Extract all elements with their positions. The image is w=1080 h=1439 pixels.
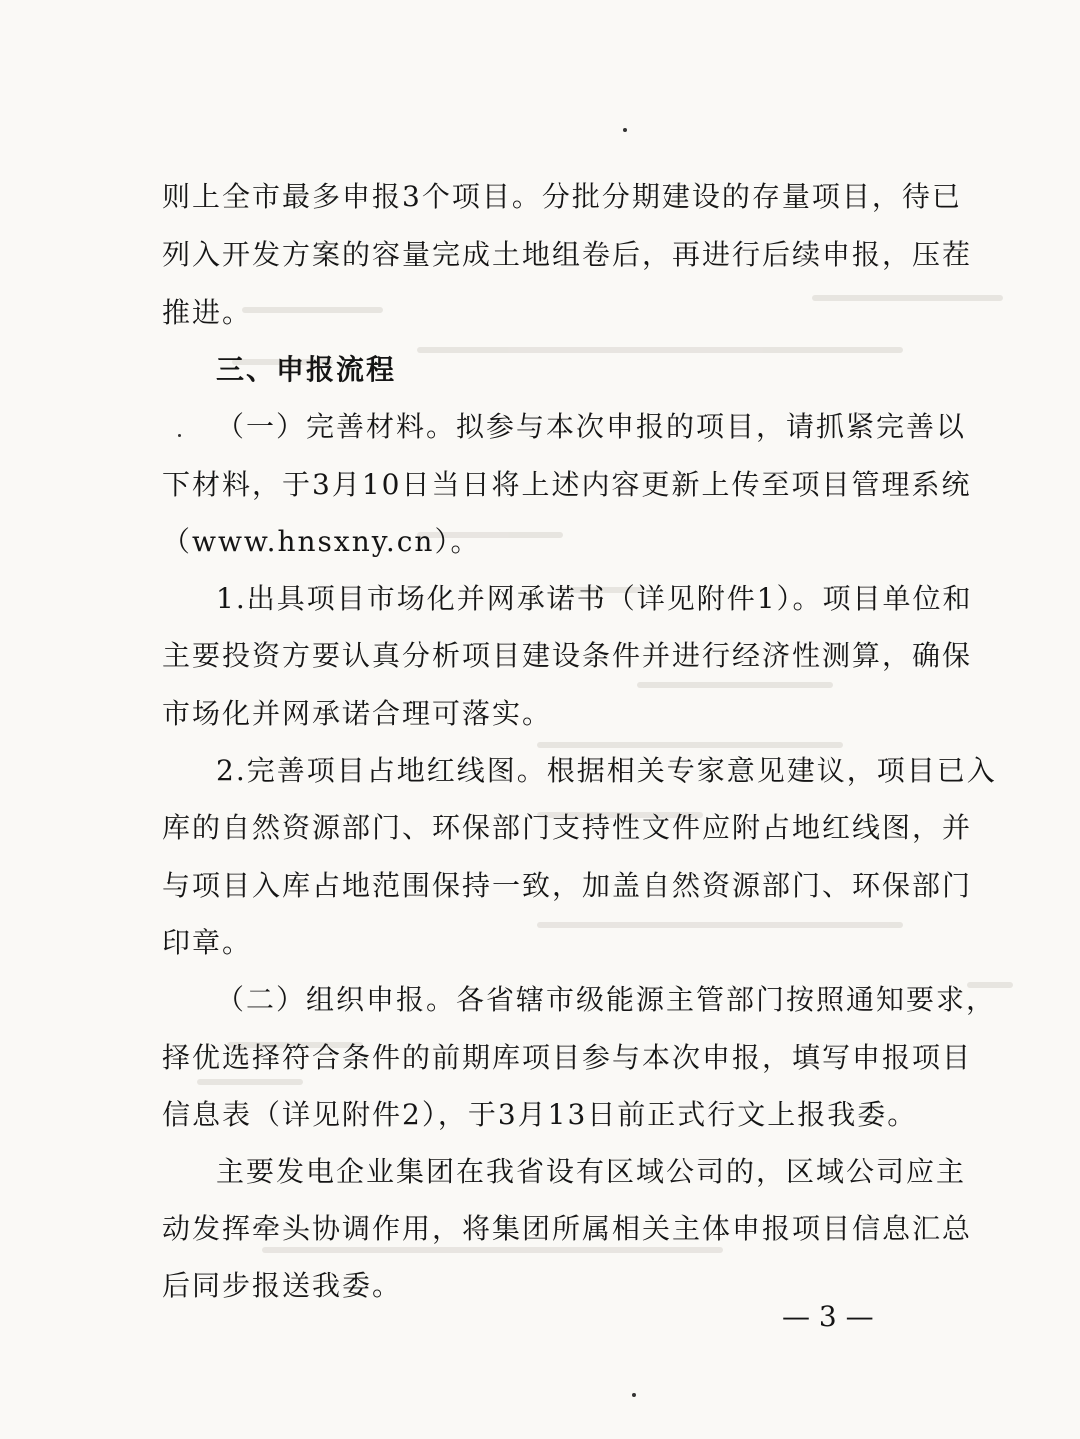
body-line: 则上全市最多申报3个项目。分批分期建设的存量项目，待已 — [162, 180, 962, 213]
body-line: 列入开发方案的容量完成土地组卷后，再进行后续申报，压茬 — [162, 238, 973, 271]
body-line: 推进。 — [162, 296, 253, 329]
body-line: 择优选择符合条件的前期库项目参与本次申报，填写申报项目 — [162, 1041, 973, 1074]
body-line: 动发挥牵头协调作用，将集团所属相关主体申报项目信息汇总 — [162, 1212, 973, 1245]
page-number: — 3 — — [782, 1300, 874, 1333]
scan-speck — [178, 434, 181, 437]
body-line: 印章。 — [162, 926, 253, 959]
body-line: 下材料，于3月10日当日将上述内容更新上传至项目管理系统 — [162, 468, 972, 501]
body-line: 市场化并网承诺合理可落实。 — [162, 697, 553, 730]
body-line: （二）组织申报。各省辖市级能源主管部门按照通知要求， — [216, 983, 997, 1016]
body-line: 库的自然资源部门、环保部门支持性文件应附占地红线图，并 — [162, 811, 973, 844]
body-line: 后同步报送我委。 — [162, 1269, 403, 1302]
body-line: 主要发电企业集团在我省设有区域公司的，区域公司应主 — [216, 1155, 967, 1188]
scan-speck — [623, 128, 627, 132]
body-line: 1.出具项目市场化并网承诺书（详见附件1）。项目单位和 — [216, 582, 973, 615]
body-line: 与项目入库占地范围保持一致，加盖自然资源部门、环保部门 — [162, 869, 973, 902]
website-url: （www.hnsxny.cn）。 — [162, 525, 481, 558]
body-line: 2.完善项目占地红线图。根据相关专家意见建议，项目已入 — [216, 754, 997, 787]
body-line: （一）完善材料。拟参与本次申报的项目，请抓紧完善以 — [216, 410, 967, 443]
body-line: 主要投资方要认真分析项目建设条件并进行经济性测算，确保 — [162, 639, 973, 672]
scan-speck — [632, 1393, 636, 1397]
section-heading: 三、申报流程 — [216, 353, 397, 386]
body-line: 信息表（详见附件2），于3月13日前正式行文上报我委。 — [162, 1098, 918, 1131]
